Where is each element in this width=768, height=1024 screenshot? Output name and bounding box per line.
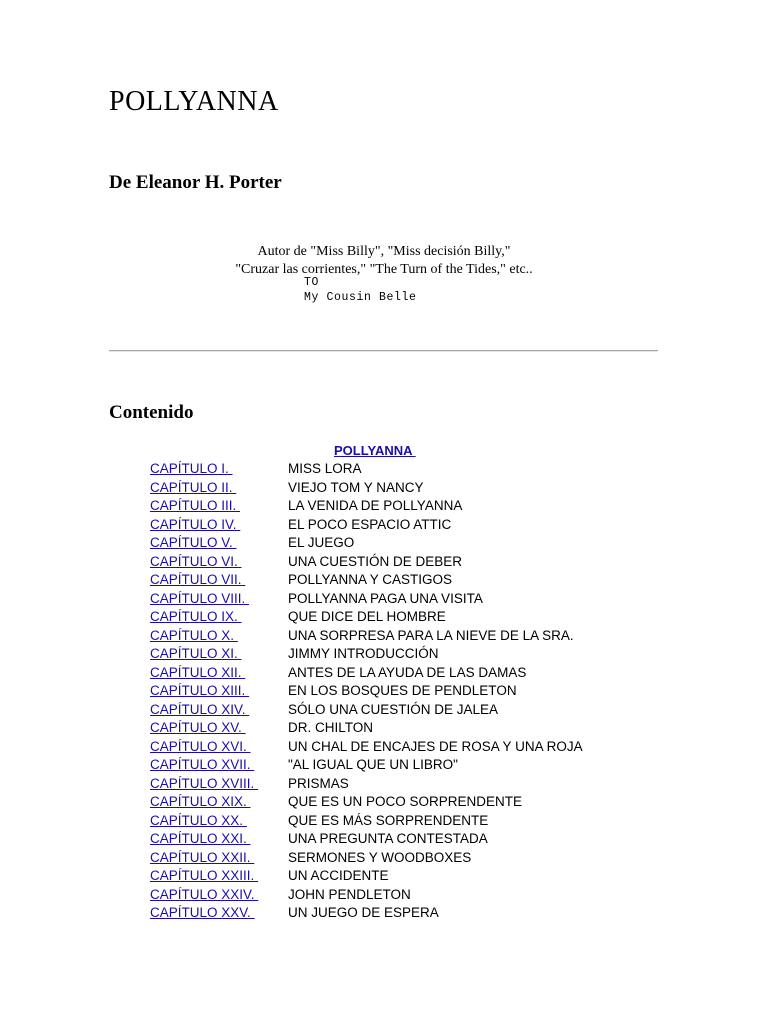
toc-row — [150, 775, 670, 794]
toc-row — [150, 571, 670, 590]
chapter-link[interactable]: CAPÍTULO XXIV. — [150, 886, 259, 902]
chapter-title: QUE ES UN POCO SORPRENDENTE — [288, 794, 523, 809]
dedication-line: TO — [304, 276, 320, 289]
contents-heading: Contenido — [109, 402, 194, 423]
chapter-title: VIEJO TOM Y NANCY — [288, 479, 424, 495]
toc-row — [150, 590, 670, 609]
toc-row — [150, 830, 670, 849]
chapter-link[interactable]: CAPÍTULO XIX. — [150, 794, 251, 809]
chapter-link[interactable]: CAPÍTULO X. — [150, 627, 238, 643]
book-title: POLLYANNA — [109, 86, 279, 117]
table-of-contents — [150, 460, 670, 923]
toc-book-link[interactable]: POLLYANNA — [334, 443, 416, 458]
chapter-title: MISS LORA — [288, 461, 362, 476]
toc-row — [150, 738, 670, 757]
toc-row — [150, 756, 670, 775]
chapter-link[interactable]: CAPÍTULO XXI. — [150, 831, 251, 846]
toc-row — [150, 793, 670, 812]
author-line: De Eleanor H. Porter — [109, 172, 282, 193]
chapter-title: UN CHAL DE ENCAJES DE ROSA Y UNA ROJA — [288, 738, 583, 754]
chapter-link[interactable]: CAPÍTULO XIV. — [150, 701, 250, 717]
chapter-title: DR. CHILTON — [288, 720, 374, 735]
toc-row — [150, 664, 670, 683]
chapter-title: EN LOS BOSQUES DE PENDLETON — [288, 683, 517, 698]
toc-row — [150, 460, 670, 479]
toc-row — [150, 553, 670, 572]
chapter-title: UNA SORPRESA PARA LA NIEVE DE LA SRA. — [288, 627, 574, 643]
chapter-link[interactable]: CAPÍTULO IX. — [150, 609, 242, 624]
chapter-title: EL JUEGO — [288, 535, 355, 550]
chapter-title: "AL IGUAL QUE UN LIBRO" — [288, 757, 458, 772]
other-works-block — [0, 243, 768, 279]
chapter-link[interactable]: CAPÍTULO VIII. — [150, 590, 250, 606]
chapter-link[interactable]: CAPÍTULO XVII. — [150, 757, 255, 772]
chapter-link[interactable]: CAPÍTULO XX. — [150, 812, 247, 828]
toc-row — [150, 904, 670, 923]
chapter-link[interactable]: CAPÍTULO V. — [150, 535, 237, 550]
chapter-link[interactable]: CAPÍTULO XV. — [150, 720, 246, 735]
horizontal-rule — [109, 350, 658, 352]
chapter-title: PRISMAS — [288, 775, 349, 791]
chapter-title: LA VENIDA DE POLLYANNA — [288, 498, 463, 513]
chapter-title: JOHN PENDLETON — [288, 886, 411, 902]
other-works-line: "Cruzar las corrientes," "The Turn of the Tides," etc.. — [235, 262, 533, 277]
dedication-block — [304, 275, 417, 305]
chapter-link[interactable]: CAPÍTULO I. — [150, 461, 233, 476]
chapter-title: ANTES DE LA AYUDA DE LAS DAMAS — [288, 664, 527, 680]
toc-row — [150, 608, 670, 627]
dedication-line: My Cousin Belle — [304, 291, 417, 304]
chapter-title: POLLYANNA Y CASTIGOS — [288, 572, 453, 587]
toc-row — [150, 534, 670, 553]
chapter-link[interactable]: CAPÍTULO XII. — [150, 664, 246, 680]
chapter-link[interactable]: CAPÍTULO XXII. — [150, 849, 255, 865]
chapter-title: EL POCO ESPACIO ATTIC — [288, 516, 452, 532]
chapter-title: QUE ES MÁS SORPRENDENTE — [288, 812, 489, 828]
toc-row — [150, 849, 670, 868]
chapter-link[interactable]: CAPÍTULO XI. — [150, 646, 242, 661]
chapter-title: UNA CUESTIÓN DE DEBER — [288, 553, 463, 569]
chapter-title: QUE DICE DEL HOMBRE — [288, 609, 446, 624]
chapter-title: POLLYANNA PAGA UNA VISITA — [288, 590, 483, 606]
chapter-link[interactable]: CAPÍTULO XVI. — [150, 738, 251, 754]
chapter-link[interactable]: CAPÍTULO II. — [150, 479, 237, 495]
chapter-title: SÓLO UNA CUESTIÓN DE JALEA — [288, 701, 499, 717]
toc-row — [150, 719, 670, 738]
toc-row — [150, 479, 670, 498]
toc-row — [150, 627, 670, 646]
chapter-link[interactable]: CAPÍTULO III. — [150, 498, 241, 513]
chapter-title: SERMONES Y WOODBOXES — [288, 849, 472, 865]
toc-row — [150, 867, 670, 886]
toc-row — [150, 886, 670, 905]
chapter-title: UN ACCIDENTE — [288, 868, 389, 883]
chapter-link[interactable]: CAPÍTULO XXIII. — [150, 868, 259, 883]
other-works-line: Autor de "Miss Billy", "Miss decisión Billy," — [257, 244, 511, 259]
chapter-link[interactable]: CAPÍTULO XIII. — [150, 683, 250, 698]
toc-row — [150, 701, 670, 720]
chapter-title: UNA PREGUNTA CONTESTADA — [288, 831, 488, 846]
toc-row — [150, 497, 670, 516]
toc-row — [150, 812, 670, 831]
chapter-link[interactable]: CAPÍTULO IV. — [150, 516, 241, 532]
toc-row — [150, 516, 670, 535]
chapter-title: UN JUEGO DE ESPERA — [288, 905, 439, 920]
chapter-link[interactable]: CAPÍTULO VII. — [150, 572, 246, 587]
chapter-link[interactable]: CAPÍTULO VI. — [150, 553, 242, 569]
chapter-title: JIMMY INTRODUCCIÓN — [288, 646, 439, 661]
toc-row — [150, 682, 670, 701]
toc-row — [150, 645, 670, 664]
chapter-link[interactable]: CAPÍTULO XXV. — [150, 905, 255, 920]
chapter-link[interactable]: CAPÍTULO XVIII. — [150, 775, 259, 791]
